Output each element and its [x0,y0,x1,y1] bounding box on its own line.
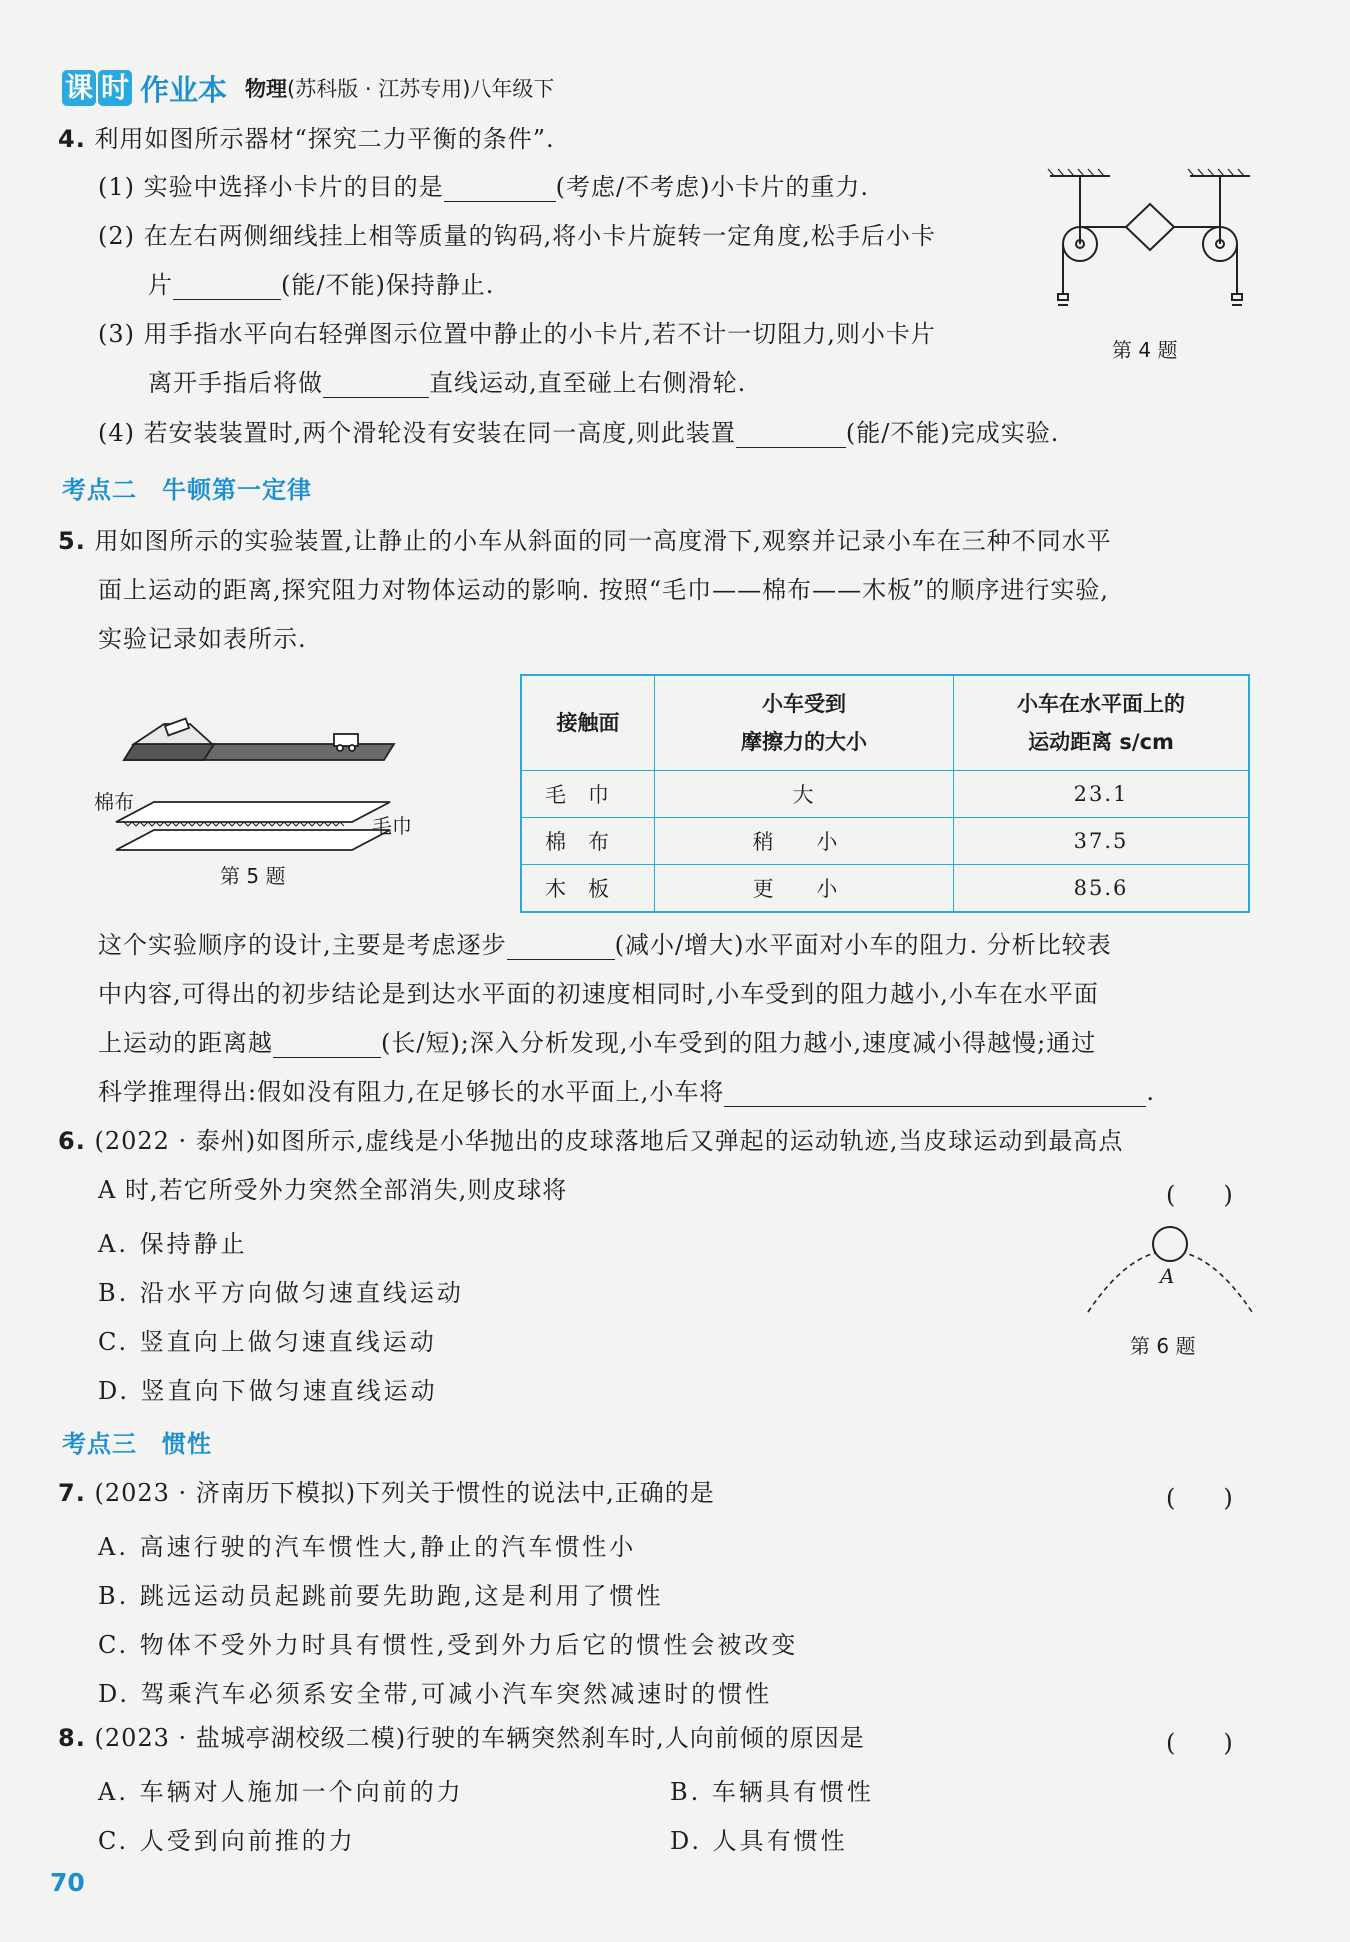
q4-part1-text: (1) 实验中选择小卡片的目的是 [98,173,444,201]
q8-option-b: B. 车辆具有惯性 [670,1778,874,1806]
answer-blank[interactable] [507,935,615,960]
q5-stem-line2: 面上运动的距离,探究阻力对物体运动的影响. 按照“毛巾——棉布——木板”的顺序进行实验, [98,576,1110,604]
fig5-caption: 第 5 题 [220,864,286,888]
logo-char-1: 课 [62,70,96,106]
answer-blank[interactable] [736,423,846,448]
header-distance-line1: 小车在水平面上的 [1017,692,1185,716]
q5-answer-line4 [98,1077,1155,1107]
q7-answer-bracket[interactable]: ( ) [1166,1484,1233,1512]
q5-number: 5. [58,527,86,555]
cell-friction: 稍 小 [655,818,954,865]
q6-answer-bracket[interactable]: ( ) [1166,1181,1233,1209]
q4-part3-line1: (3) 用手指水平向右轻弹图示位置中静止的小卡片,若不计一切阻力,则小卡片 [98,320,936,348]
q4-part3-tail: 直线运动,直至碰上右侧滑轮. [429,369,747,397]
table-row [521,818,1249,865]
q6-stem-line1 [58,1126,1123,1156]
q4-part2-tail: (能/不能)保持静止. [281,271,495,299]
q4-part1 [98,172,869,202]
q8-stem-line [58,1723,865,1753]
label-towel: 毛巾 [372,814,412,838]
q4-part4-tail: (能/不能)完成实验. [845,419,1060,447]
q4-number: 4. [58,125,86,153]
header-distance-line2: 运动距离 s/cm [1028,730,1174,754]
page-number: 70 [50,1868,85,1897]
subject-edition: (苏科版 · 江苏专用)八年级下 [287,77,555,101]
q5-answer-text3: 上运动的距离越 [98,1029,273,1057]
q7-option-a: A. 高速行驶的汽车惯性大,静止的汽车惯性小 [98,1533,637,1561]
cell-surface: 棉布 [521,818,655,865]
q6-number: 6. [58,1127,86,1155]
cell-friction: 大 [655,771,954,818]
label-cotton: 棉布 [94,790,134,814]
page-header [62,66,554,110]
table-row [521,771,1249,818]
q4-stem-line [58,124,555,154]
q4-part1-tail: (考虑/不考虑)小卡片的重力. [555,173,870,201]
q5-answer-line1 [98,930,1112,960]
table-header-row [521,675,1249,771]
header-distance [954,675,1250,771]
q4-part3-line2 [148,368,746,398]
cell-distance: 85.6 [954,865,1250,913]
table-row [521,865,1249,913]
q6-option-b: B. 沿水平方向做匀速直线运动 [98,1279,464,1307]
cell-surface: 毛巾 [521,771,655,818]
q4-part2-line1: (2) 在左右两侧细线挂上相等质量的钩码,将小卡片旋转一定角度,松手后小卡 [98,222,936,250]
q4-part3-text: 离开手指后将做 [148,369,323,397]
section-heading-newton: 考点二 牛顿第一定律 [62,476,312,504]
q5-answer-tail1: (减小/增大)水平面对小车的阻力. 分析比较表 [614,931,1112,959]
q5-answer-line3 [98,1028,1096,1058]
header-surface: 接触面 [521,675,655,771]
q5-stem-line1 [58,526,1112,556]
pulley-figure [1040,168,1260,328]
q7-stem-line [58,1478,715,1508]
answer-blank[interactable] [173,275,281,300]
q5-answer-line2: 中内容,可得出的初步结论是到达水平面的初速度相同时,小车受到的阻力越小,小车在水平面 [98,980,1099,1008]
q6-option-a: A. 保持静止 [98,1230,248,1258]
q6-stem-text1: (2022 · 泰州)如图所示,虚线是小华抛出的皮球落地后又弹起的运动轨迹,当皮球运动到最高点 [94,1127,1124,1155]
q6-stem-line2: A 时,若它所受外力突然全部消失,则皮球将 [98,1176,568,1204]
q8-option-d: D. 人具有惯性 [670,1827,848,1855]
header-friction [655,675,954,771]
q7-number: 7. [58,1479,86,1507]
q5-answer-tail3: (长/短);深入分析发现,小车受到的阻力越小,速度减小得越慢;通过 [381,1029,1097,1057]
logo-text: 作业本 [140,72,228,107]
q5-stem-line3: 实验记录如表所示. [98,625,307,653]
fig6-caption: 第 6 题 [1130,1334,1196,1358]
cell-distance: 37.5 [954,818,1250,865]
q7-option-d: D. 驾乘汽车必须系安全带,可减小汽车突然减速时的惯性 [98,1680,773,1708]
section-heading-inertia: 考点三 惯性 [62,1430,212,1458]
q8-number: 8. [58,1724,86,1752]
cell-surface: 木板 [521,865,655,913]
ramp-figure [94,716,414,864]
q4-part2-text: 片 [148,271,173,299]
point-a-label: A [1160,1264,1175,1288]
q5-answer-tail4: . [1146,1078,1155,1106]
q7-option-b: B. 跳远运动员起跳前要先助跑,这是利用了惯性 [98,1582,664,1610]
subject-title: 物理 [245,77,288,101]
q7-option-c: C. 物体不受外力时具有惯性,受到外力后它的惯性会被改变 [98,1631,799,1659]
q8-stem: (2023 · 盐城亭湖校级二模)行驶的车辆突然刹车时,人向前倾的原因是 [94,1724,865,1752]
friction-data-table [520,674,1250,913]
q6-option-d: D. 竖直向下做匀速直线运动 [98,1377,438,1405]
cell-distance: 23.1 [954,771,1250,818]
cell-friction: 更 小 [655,865,954,913]
answer-blank[interactable] [273,1033,381,1058]
q8-option-c: C. 人受到向前推的力 [98,1827,356,1855]
q5-stem-text1: 用如图所示的实验装置,让静止的小车从斜面的同一高度滑下,观察并记录小车在三种不同水平 [94,527,1112,555]
q4-stem: 利用如图所示器材“探究二力平衡的条件”. [94,125,555,153]
q4-part4 [98,418,1059,448]
fig4-caption: 第 4 题 [1112,338,1178,362]
q8-answer-bracket[interactable]: ( ) [1166,1729,1233,1757]
brand-logo [62,70,134,106]
answer-blank[interactable] [323,373,429,398]
header-friction-line2: 摩擦力的大小 [741,730,867,754]
answer-blank[interactable] [724,1082,1146,1107]
answer-blank[interactable] [444,177,556,202]
q6-option-c: C. 竖直向上做匀速直线运动 [98,1328,437,1356]
q5-answer-text4: 科学推理得出:假如没有阻力,在足够长的水平面上,小车将 [98,1078,725,1106]
q4-part4-text: (4) 若安装装置时,两个滑轮没有安装在同一高度,则此装置 [98,419,736,447]
logo-char-2: 时 [98,70,132,106]
q4-part2-line2 [148,270,494,300]
q5-answer-text1: 这个实验顺序的设计,主要是考虑逐步 [98,931,507,959]
q7-stem: (2023 · 济南历下模拟)下列关于惯性的说法中,正确的是 [94,1479,715,1507]
header-friction-line1: 小车受到 [762,692,846,716]
q8-option-a: A. 车辆对人施加一个向前的力 [98,1778,464,1806]
